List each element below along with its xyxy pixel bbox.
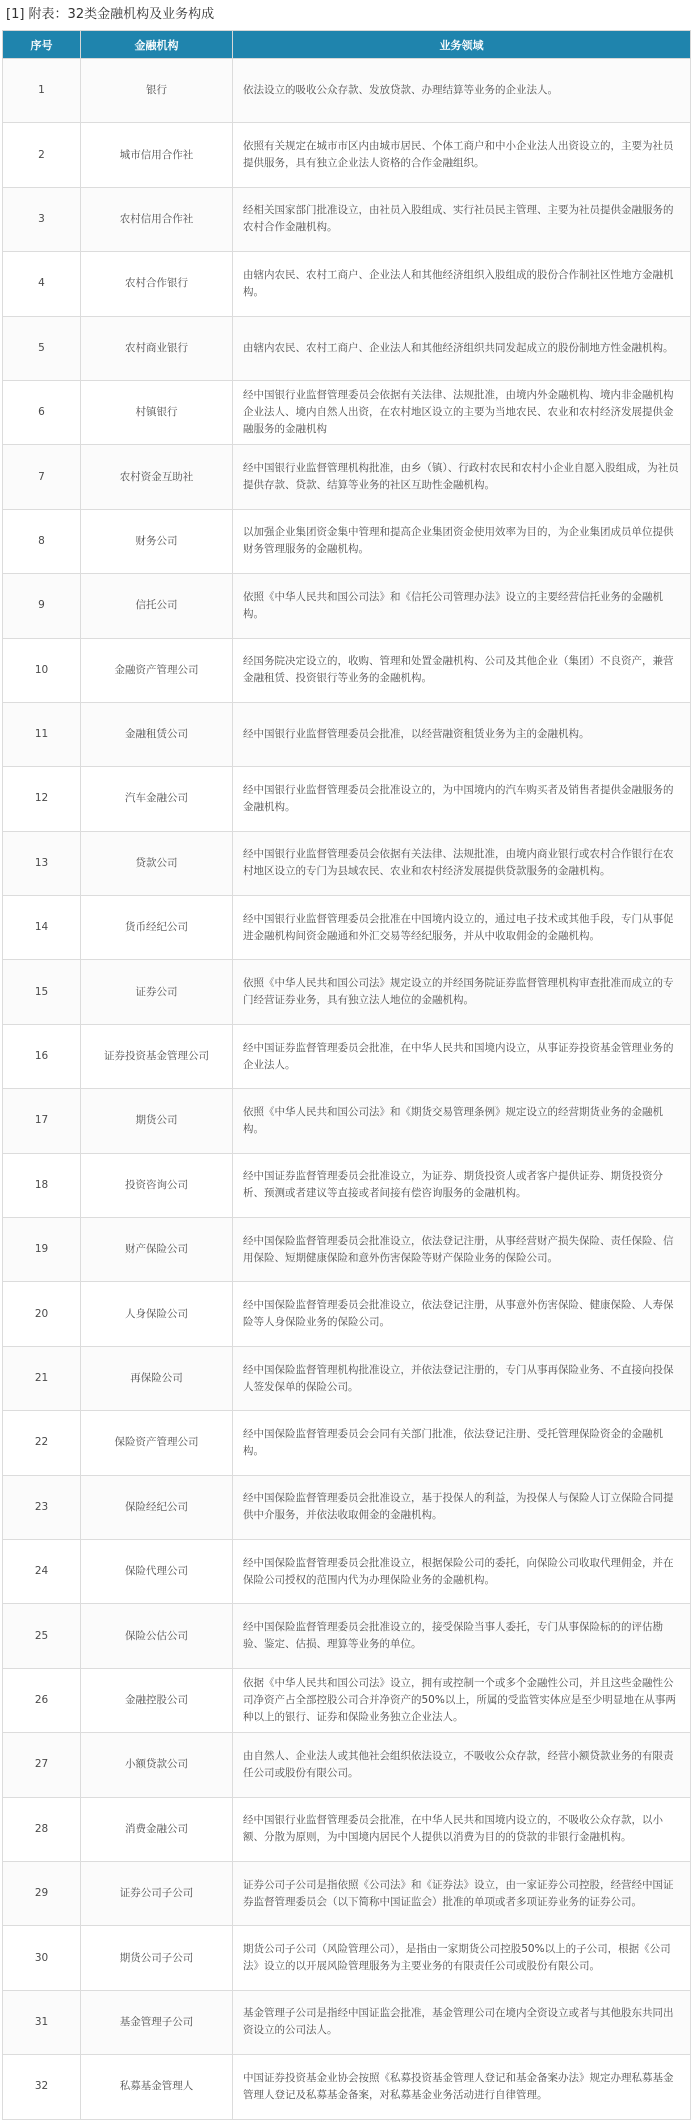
business-scope: 经中国保险监督管理委员会批准设立的，接受保险当事人委托，专门从事保险标的的评估勘验、鉴定、估损、理算等业务的单位。 [233, 1604, 691, 1668]
business-scope: 经相关国家部门批准设立，由社员入股组成、实行社员民主管理、主要为社员提供金融服务的农村合作金融机构。 [233, 187, 691, 251]
business-scope: 经中国银行业监督管理委员会批准，以经营融资租赁业务为主的金融机构。 [233, 702, 691, 766]
institution-name: 证券公司 [81, 960, 233, 1024]
row-number: 27 [3, 1733, 81, 1797]
row-number: 30 [3, 1926, 81, 1990]
row-number: 10 [3, 638, 81, 702]
business-scope: 依照《中华人民共和国公司法》规定设立的并经国务院证券监督管理机构审查批准而成立的专门经营证券业务，具有独立法人地位的金融机构。 [233, 960, 691, 1024]
table-row [3, 1153, 691, 1217]
institution-name: 汽车金融公司 [81, 767, 233, 831]
institution-name: 人身保险公司 [81, 1282, 233, 1346]
row-number: 28 [3, 1797, 81, 1861]
table-row [3, 960, 691, 1024]
institution-name: 证券公司子公司 [81, 1861, 233, 1925]
institution-name: 保险代理公司 [81, 1539, 233, 1603]
institution-name: 农村资金互助社 [81, 445, 233, 509]
institution-name: 期货公司子公司 [81, 1926, 233, 1990]
institution-name: 金融租赁公司 [81, 702, 233, 766]
header-business-scope: 业务领域 [233, 31, 691, 59]
business-scope: 依照《中华人民共和国公司法》和《期货交易管理条例》规定设立的经营期货业务的金融机构。 [233, 1089, 691, 1153]
row-number: 31 [3, 1990, 81, 2054]
table-row [3, 1411, 691, 1475]
table-row [3, 380, 691, 444]
row-number: 4 [3, 252, 81, 316]
table-row [3, 1990, 691, 2054]
business-scope: 依据《中华人民共和国公司法》设立，拥有或控制一个或多个金融性公司，并且这些金融性公司净资产占全部控股公司合并净资产的50%以上，所属的受监管实体应是至少明显地在从事两种以上的银行、证券和保险业务独立企业法人。 [233, 1668, 691, 1732]
row-number: 12 [3, 767, 81, 831]
table-row [3, 1282, 691, 1346]
table-row [3, 123, 691, 187]
business-scope: 依照《中华人民共和国公司法》和《信托公司管理办法》设立的主要经营信托业务的金融机构。 [233, 574, 691, 638]
institution-name: 银行 [81, 59, 233, 123]
header-no: 序号 [3, 31, 81, 59]
business-scope: 经中国保险监督管理委员会批准设立，依法登记注册，从事经营财产损失保险、责任保险、信用保险、短期健康保险和意外伤害保险等财产保险业务的保险公司。 [233, 1218, 691, 1282]
table-row [3, 1604, 691, 1668]
institution-name: 农村商业银行 [81, 316, 233, 380]
institution-name: 基金管理子公司 [81, 1990, 233, 2054]
business-scope: 经中国证券监督管理委员会批准，在中华人民共和国境内设立，从事证券投资基金管理业务的企业法人。 [233, 1024, 691, 1088]
institution-name: 贷款公司 [81, 831, 233, 895]
institution-name: 保险经纪公司 [81, 1475, 233, 1539]
row-number: 26 [3, 1668, 81, 1732]
table-row [3, 1797, 691, 1861]
table-row [3, 702, 691, 766]
table-body [3, 59, 691, 2120]
table-row [3, 1861, 691, 1925]
row-number: 17 [3, 1089, 81, 1153]
row-number: 18 [3, 1153, 81, 1217]
business-scope: 由自然人、企业法人或其他社会组织依法设立，不吸收公众存款，经营小额贷款业务的有限责任公司或股份有限公司。 [233, 1733, 691, 1797]
table-row [3, 316, 691, 380]
row-number: 9 [3, 574, 81, 638]
business-scope: 经中国保险监督管理委员会会同有关部门批准，依法登记注册、受托管理保险资金的金融机构。 [233, 1411, 691, 1475]
institution-name: 农村信用合作社 [81, 187, 233, 251]
institution-name: 财务公司 [81, 509, 233, 573]
row-number: 3 [3, 187, 81, 251]
table-row [3, 831, 691, 895]
table-row [3, 1475, 691, 1539]
row-number: 7 [3, 445, 81, 509]
business-scope: 中国证券投资基金业协会按照《私募投资基金管理人登记和基金备案办法》规定办理私募基金管理人登记及私募基金备案，对私募基金业务活动进行自律管理。 [233, 2055, 691, 2119]
row-number: 19 [3, 1218, 81, 1282]
header-institution: 金融机构 [81, 31, 233, 59]
row-number: 32 [3, 2055, 81, 2119]
business-scope: 经中国保险监督管理委员会批准设立，根据保险公司的委托，向保险公司收取代理佣金，并在保险公司授权的范围内代为办理保险业务的金融机构。 [233, 1539, 691, 1603]
row-number: 8 [3, 509, 81, 573]
table-header [3, 31, 691, 59]
business-scope: 经中国银行业监督管理委员会批准设立的，为中国境内的汽车购买者及销售者提供金融服务的金融机构。 [233, 767, 691, 831]
institution-name: 消费金融公司 [81, 1797, 233, 1861]
table-row [3, 1733, 691, 1797]
institution-name: 保险公估公司 [81, 1604, 233, 1668]
business-scope: 由辖内农民、农村工商户、企业法人和其他经济组织共同发起成立的股份制地方性金融机构。 [233, 316, 691, 380]
row-number: 22 [3, 1411, 81, 1475]
table-row [3, 1089, 691, 1153]
business-scope: 经中国银行业监督管理委员会依据有关法律、法规批准，由境内商业银行或农村合作银行在农村地区设立的专门为县域农民、农业和农村经济发展提供贷款服务的金融机构。 [233, 831, 691, 895]
row-number: 6 [3, 380, 81, 444]
institution-name: 私募基金管理人 [81, 2055, 233, 2119]
business-scope: 基金管理子公司是指经中国证监会批准，基金管理公司在境内全资设立或者与其他股东共同出资设立的公司法人。 [233, 1990, 691, 2054]
business-scope: 依照有关规定在城市市区内由城市居民、个体工商户和中小企业法人出资设立的，主要为社员提供服务，具有独立企业法人资格的合作金融组织。 [233, 123, 691, 187]
institution-name: 期货公司 [81, 1089, 233, 1153]
row-number: 29 [3, 1861, 81, 1925]
table-row [3, 2055, 691, 2119]
row-number: 13 [3, 831, 81, 895]
row-number: 11 [3, 702, 81, 766]
row-number: 24 [3, 1539, 81, 1603]
table-caption: [1] 附表：32类金融机构及业务构成 [6, 7, 215, 22]
institution-name: 再保险公司 [81, 1346, 233, 1410]
table-row [3, 574, 691, 638]
business-scope: 经国务院决定设立的，收购、管理和处置金融机构、公司及其他企业（集团）不良资产，兼营金融租赁、投资银行等业务的金融机构。 [233, 638, 691, 702]
institution-name: 金融资产管理公司 [81, 638, 233, 702]
row-number: 1 [3, 59, 81, 123]
institution-name: 农村合作银行 [81, 252, 233, 316]
institution-name: 货币经纪公司 [81, 896, 233, 960]
institution-name: 金融控股公司 [81, 1668, 233, 1732]
business-scope: 经中国保险监督管理委员会批准设立，基于投保人的利益，为投保人与保险人订立保险合同提供中介服务，并依法收取佣金的金融机构。 [233, 1475, 691, 1539]
business-scope: 经中国银行业监督管理机构批准，由乡（镇）、行政村农民和农村小企业自愿入股组成，为社员提供存款、贷款、结算等业务的社区互助性金融机构。 [233, 445, 691, 509]
business-scope: 经中国保险监督管理机构批准设立，并依法登记注册的，专门从事再保险业务、不直接向投保人签发保单的保险公司。 [233, 1346, 691, 1410]
business-scope: 证券公司子公司是指依照《公司法》和《证券法》设立，由一家证券公司控股，经营经中国证券监督管理委员会（以下简称中国证监会）批准的单项或者多项证券业务的证券公司。 [233, 1861, 691, 1925]
business-scope: 由辖内农民、农村工商户、企业法人和其他经济组织入股组成的股份合作制社区性地方金融机构。 [233, 252, 691, 316]
business-scope: 经中国银行业监督管理委员会批准在中国境内设立的，通过电子技术或其他手段，专门从事促进金融机构间资金融通和外汇交易等经纪服务，并从中收取佣金的金融机构。 [233, 896, 691, 960]
institution-name: 投资咨询公司 [81, 1153, 233, 1217]
business-scope: 经中国保险监督管理委员会批准设立，依法登记注册，从事意外伤害保险、健康保险、人寿保险等人身保险业务的保险公司。 [233, 1282, 691, 1346]
table-row [3, 1218, 691, 1282]
row-number: 15 [3, 960, 81, 1024]
table-row [3, 1539, 691, 1603]
business-scope: 期货公司子公司（风险管理公司），是指由一家期货公司控股50%以上的子公司，根据《公司法》设立的以开展风险管理服务为主要业务的有限责任公司或股份有限公司。 [233, 1926, 691, 1990]
table-row [3, 896, 691, 960]
table-row [3, 1024, 691, 1088]
institution-name: 村镇银行 [81, 380, 233, 444]
institution-name: 保险资产管理公司 [81, 1411, 233, 1475]
row-number: 23 [3, 1475, 81, 1539]
table-row [3, 638, 691, 702]
table-row [3, 1926, 691, 1990]
table-row [3, 187, 691, 251]
table-row [3, 1668, 691, 1732]
row-number: 21 [3, 1346, 81, 1410]
table-row [3, 767, 691, 831]
institution-name: 小额贷款公司 [81, 1733, 233, 1797]
row-number: 16 [3, 1024, 81, 1088]
business-scope: 经中国银行业监督管理委员会批准，在中华人民共和国境内设立的，不吸收公众存款，以小额、分散为原则，为中国境内居民个人提供以消费为目的的贷款的非银行金融机构。 [233, 1797, 691, 1861]
business-scope: 经中国银行业监督管理委员会依据有关法律、法规批准，由境内外金融机构、境内非金融机构企业法人、境内自然人出资，在农村地区设立的主要为当地农民、农业和农村经济发展提供金融服务的金融机构 [233, 380, 691, 444]
table-row [3, 1346, 691, 1410]
row-number: 20 [3, 1282, 81, 1346]
table-row [3, 445, 691, 509]
table-row [3, 509, 691, 573]
business-scope: 经中国证券监督管理委员会批准设立，为证券、期货投资人或者客户提供证券、期货投资分析、预测或者建议等直接或者间接有偿咨询服务的金融机构。 [233, 1153, 691, 1217]
row-number: 25 [3, 1604, 81, 1668]
business-scope: 依法设立的吸收公众存款、发放贷款、办理结算等业务的企业法人。 [233, 59, 691, 123]
row-number: 2 [3, 123, 81, 187]
row-number: 5 [3, 316, 81, 380]
institution-name: 证券投资基金管理公司 [81, 1024, 233, 1088]
table-row [3, 59, 691, 123]
institution-name: 信托公司 [81, 574, 233, 638]
institutions-table [2, 30, 691, 2120]
table-row [3, 252, 691, 316]
business-scope: 以加强企业集团资金集中管理和提高企业集团资金使用效率为目的，为企业集团成员单位提供财务管理服务的金融机构。 [233, 509, 691, 573]
institution-name: 城市信用合作社 [81, 123, 233, 187]
institution-name: 财产保险公司 [81, 1218, 233, 1282]
row-number: 14 [3, 896, 81, 960]
